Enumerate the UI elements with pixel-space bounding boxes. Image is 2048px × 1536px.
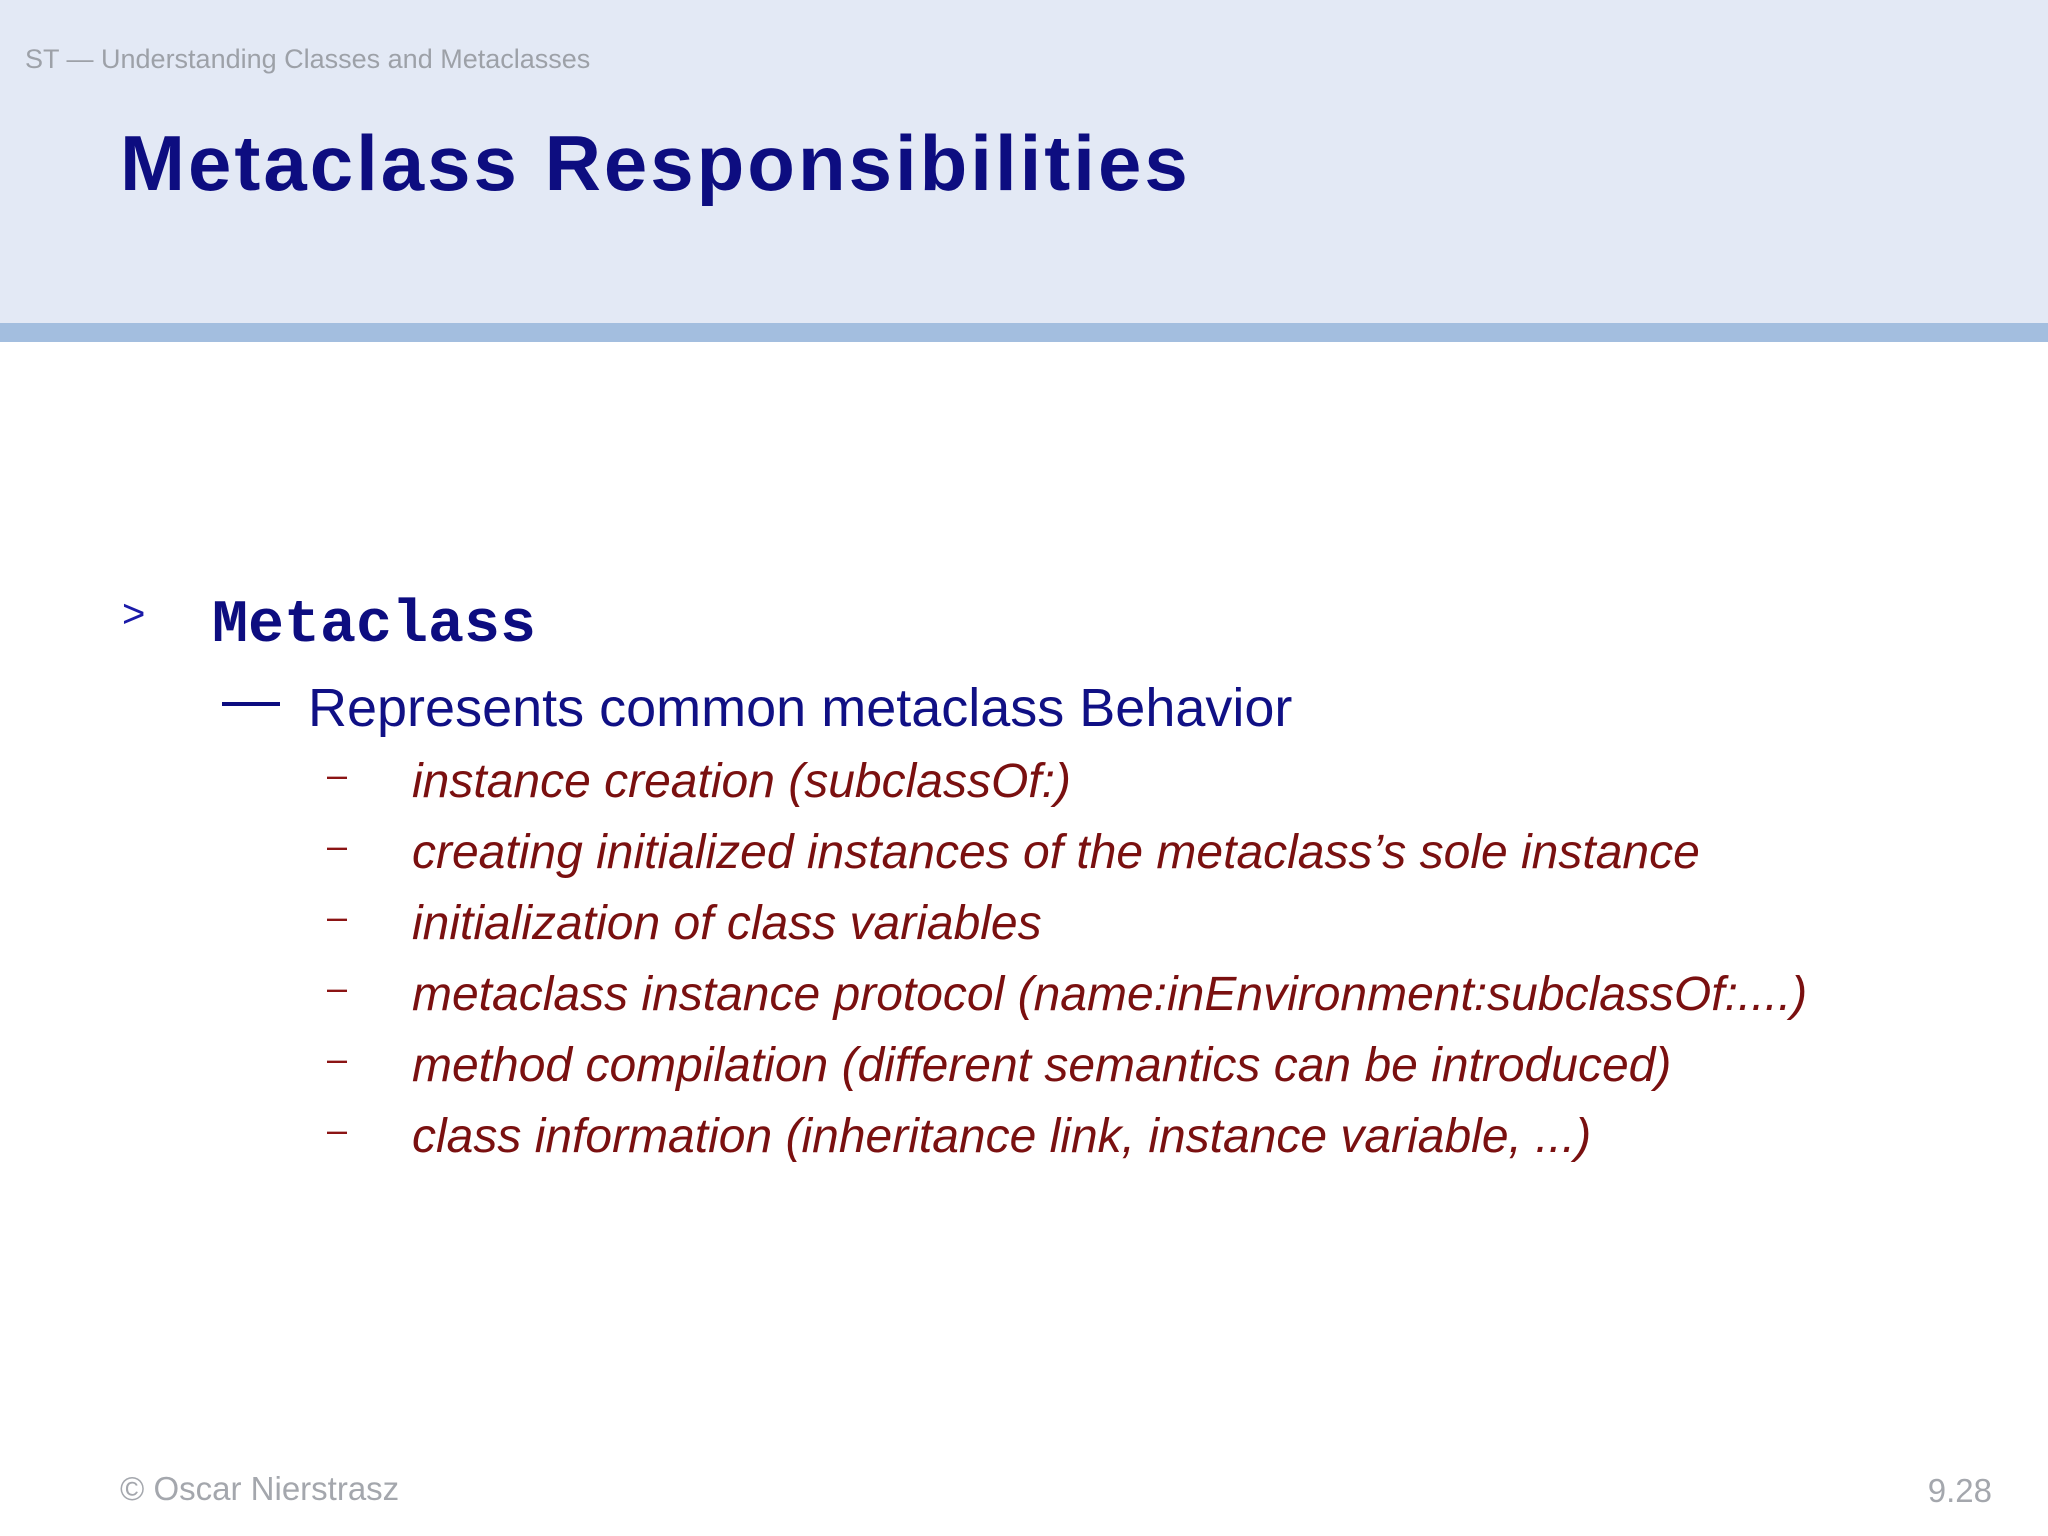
detail-text: instance creation (subclassOf:)	[412, 755, 1071, 808]
detail-text: initialization of class variables	[412, 897, 1042, 950]
sub-bullet-text: Represents common metaclass Behavior	[308, 678, 1293, 738]
detail-list	[0, 750, 2048, 1176]
footer-page-number: 9.28	[1927, 1472, 1992, 1509]
bullet-title: Metaclass	[212, 592, 537, 660]
detail-text: creating initialized instances of the metaclass’s sole instance	[412, 826, 1700, 879]
bullet-arrow-icon: >	[122, 592, 146, 636]
detail-dash-icon: –	[327, 754, 348, 795]
detail-dash-icon: –	[327, 1038, 348, 1079]
detail-item	[0, 750, 2048, 821]
detail-text: metaclass instance protocol (name:inEnvironment:subclassOf:....)	[412, 968, 1808, 1021]
detail-dash-icon: –	[327, 1109, 348, 1150]
detail-item	[0, 892, 2048, 963]
detail-item	[0, 1034, 2048, 1105]
detail-text: class information (inheritance link, instance variable, ...)	[412, 1110, 1592, 1163]
footer-copyright: © Oscar Nierstrasz	[120, 1470, 400, 1507]
detail-item	[0, 963, 2048, 1034]
sub-bullet-dash-icon	[222, 702, 280, 706]
detail-dash-icon: –	[327, 825, 348, 866]
course-title: ST — Understanding Classes and Metaclasses	[25, 44, 591, 74]
detail-dash-icon: –	[327, 896, 348, 937]
detail-item	[0, 821, 2048, 892]
detail-dash-icon: –	[327, 967, 348, 1008]
slide-title: Metaclass Responsibilities	[120, 119, 1191, 207]
detail-item	[0, 1105, 2048, 1176]
detail-text: method compilation (different semantics can be introduced)	[412, 1039, 1672, 1092]
header-divider	[0, 323, 2048, 342]
